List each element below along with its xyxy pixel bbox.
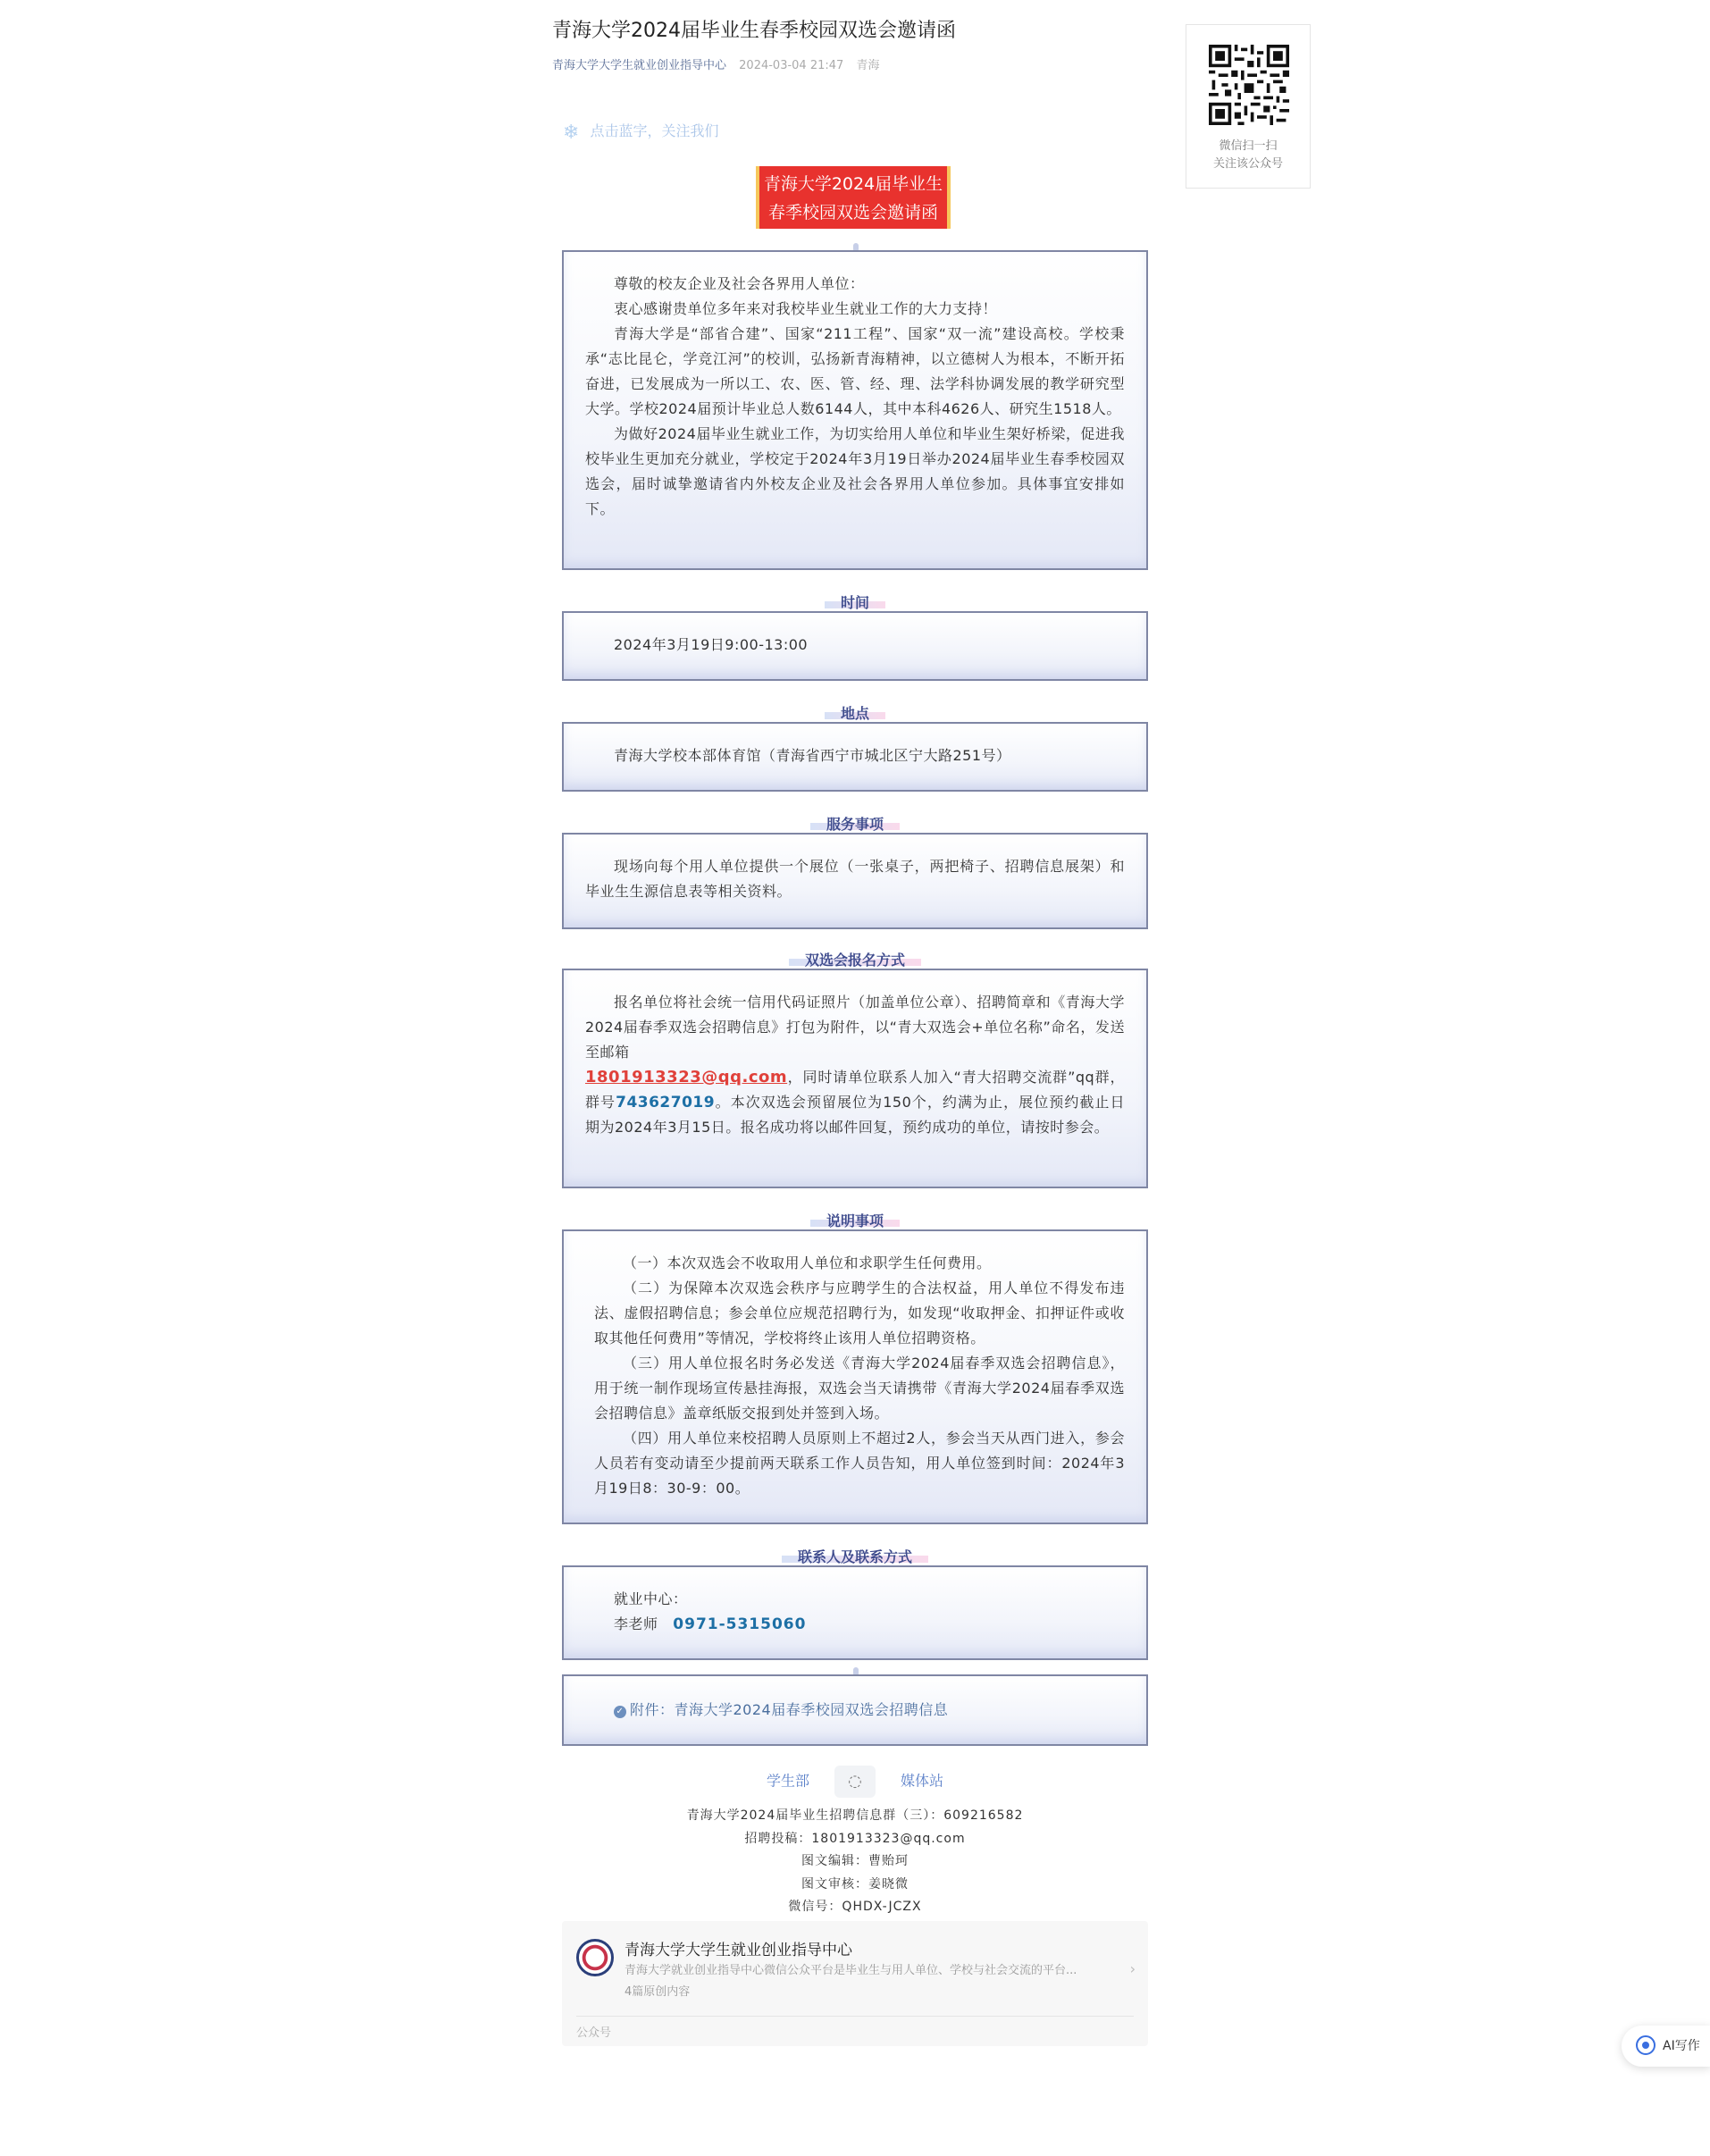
greeting: 尊敬的校友企业及社会各界用人单位： — [614, 275, 865, 292]
time-section — [562, 611, 1148, 681]
thanks-text: 衷心感谢贵单位多年来对我校毕业生就业工作的大力支持！ — [614, 300, 998, 317]
qr-code-card — [1186, 24, 1311, 189]
attachment-link[interactable]: ✓ 附件：青海大学2024届春季校园双选会招聘信息 — [585, 1698, 1125, 1723]
contact-org: 就业中心： — [614, 1590, 688, 1607]
contact-heading: 联系人及联系方式 — [562, 1546, 1148, 1566]
footer-line-reviewer: 图文审核：姜晓微 — [801, 1876, 909, 1892]
media-station-link[interactable]: 媒体站 — [901, 1772, 944, 1790]
registration-email-link[interactable]: 1801913323@qq.com — [585, 1068, 788, 1086]
profile-name: 青海大学大学生就业创业指导中心 — [624, 1942, 852, 1959]
footer-line-group: 青海大学2024届毕业生招聘信息群（三）：609216582 — [686, 1808, 1024, 1823]
intro-paragraph-2: 为做好2024届毕业生就业工作，为切实给用人单位和毕业生架好桥梁，促进我校毕业生更加充分就业，学校定于2024年3月19日举办2024届毕业生春季校园双选会，届时诚挚邀请省内外校友企业及社会各界用人单位参加。具体事宜安排如下。 — [585, 425, 1125, 517]
note-item-3: （三）用人单位报名时务必发送《青海大学2024届春季双选会招聘信息》，用于统一制作现场宣传悬挂海报，双选会当天请携带《青海大学2024届春季双选会招聘信息》盖章纸版交报到处并签到入场。 — [594, 1355, 1125, 1422]
follow-prompt — [563, 120, 718, 144]
place-section — [562, 722, 1148, 792]
place-heading: 地点 — [562, 702, 1148, 723]
service-value: 现场向每个用人单位提供一个展位（一张桌子，两把椅子、招聘信息展架）和毕业生生源信息表等相关资料。 — [585, 858, 1125, 900]
snowflake-icon: ❄ — [563, 122, 580, 144]
article-title: 青海大学2024届毕业生春季校园双选会邀请函 — [552, 20, 956, 42]
footer-links — [562, 1766, 1148, 1798]
service-heading: 服务事项 — [562, 813, 1148, 834]
student-dept-link[interactable]: 学生部 — [766, 1772, 809, 1790]
ai-assistant-icon — [1636, 2035, 1656, 2055]
contact-section — [562, 1565, 1148, 1660]
footer-info — [562, 1805, 1148, 1919]
note-item-1: （一）本次双选会不收取用人单位和求职学生任何费用。 — [623, 1254, 992, 1271]
note-item-4: （四）用人单位来校招聘人员原则上不超过2人，参会当天从西门进入，参会人员若有变动请至少提前两天联系工作人员告知，用人单位签到时间：2024年3月19日8：30-9：00。 — [594, 1430, 1125, 1497]
notes-section — [562, 1229, 1148, 1524]
intro-section — [562, 250, 1148, 570]
invitation-banner — [756, 166, 951, 229]
time-value: 2024年3月19日9:00-13:00 — [614, 636, 809, 653]
attachment-section — [562, 1674, 1148, 1746]
account-profile-card[interactable] — [562, 1921, 1148, 2046]
footer-line-wechat: 微信号：QHDX-JCZX — [788, 1900, 922, 1914]
notes-heading: 说明事项 — [562, 1210, 1148, 1230]
qq-group-number: 743627019 — [616, 1094, 716, 1112]
profile-article-count: 4篇原创内容 — [624, 1985, 691, 1999]
banner-line-2: 春季校园双选会邀请函 — [767, 203, 938, 222]
loading-spinner-icon: ◌ — [834, 1766, 876, 1798]
attachment-icon: ✓ — [614, 1706, 626, 1718]
ai-write-button[interactable] — [1622, 2026, 1710, 2067]
profile-type: 公众号 — [576, 2026, 612, 2040]
qr-caption-line-2: 关注该公众号 — [1212, 157, 1283, 171]
publish-location: 青海 — [856, 59, 880, 72]
qr-caption-line-1: 微信扫一扫 — [1219, 139, 1278, 153]
registration-text: 报名单位将社会统一信用代码证照片（加盖单位公章）、招聘简章和《青海大学2024届春季双选会招聘信息》打包为附件，以“青大双选会+单位名称”命名，发送至邮箱 1801913323@qq.com，同时请单位联系人加入“青大招聘交流群”qq群，群号743627019。本次双选会预留展位为150个，约满为止，展位预约截止日期为2024年3月15日。报名成功将以邮件回复，预约成功的单位，请按时参会。 — [585, 994, 1125, 1136]
account-name-link[interactable]: 青海大学大学生就业创业指导中心 — [552, 59, 727, 72]
intro-paragraph-1: 青海大学是“部省合建”、国家“211工程”、国家“双一流”建设高校。学校秉承“志比昆仑，学竞江河”的校训，弘扬新青海精神，以立德树人为根本，不断开拓奋进，已发展成为一所以工、农、医、管、经、理、法学科协调发展的教学研究型大学。学校2024届预计毕业总人数6144人，其中本科4626人、研究生1518人。 — [585, 325, 1125, 417]
contact-person: 李老师 — [614, 1615, 658, 1632]
service-section — [562, 833, 1148, 929]
chevron-right-icon: › — [1129, 1960, 1136, 1977]
place-value: 青海大学校本部体育馆（青海省西宁市城北区宁大路251号） — [614, 747, 1011, 764]
qr-code-icon — [1209, 45, 1289, 125]
note-item-2: （二）为保障本次双选会秩序与应聘学生的合法权益，用人单位不得发布违法、虚假招聘信息；参会单位应规范招聘行为，如发现“收取押金、扣押证件或收取其他任何费用”等情况，学校将终止该用人单位招聘资格。 — [594, 1279, 1125, 1346]
qr-caption — [1186, 138, 1310, 173]
footer-line-editor: 图文编辑：曹贻珂 — [801, 1854, 909, 1868]
time-heading: 时间 — [562, 591, 1148, 612]
contact-person-line — [585, 1612, 1125, 1637]
account-logo-icon — [576, 1939, 614, 1976]
publish-date: 2024-03-04 21:47 — [739, 59, 844, 72]
follow-text: 点击蓝字，关注我们 — [590, 122, 719, 139]
registration-section — [562, 969, 1148, 1188]
contact-phone[interactable]: 0971-5315060 — [673, 1615, 807, 1633]
profile-description: 青海大学就业创业指导中心微信公众平台是毕业生与用人单位、学校与社会交流的平台... — [624, 1964, 1077, 1977]
registration-heading: 双选会报名方式 — [562, 949, 1148, 969]
profile-divider — [576, 2016, 1134, 2017]
article-meta — [552, 55, 879, 72]
footer-line-email: 招聘投稿：1801913323@qq.com — [744, 1831, 966, 1846]
ai-write-label: AI写作 — [1663, 2039, 1700, 2053]
banner-line-1: 青海大学2024届毕业生 — [763, 174, 943, 194]
